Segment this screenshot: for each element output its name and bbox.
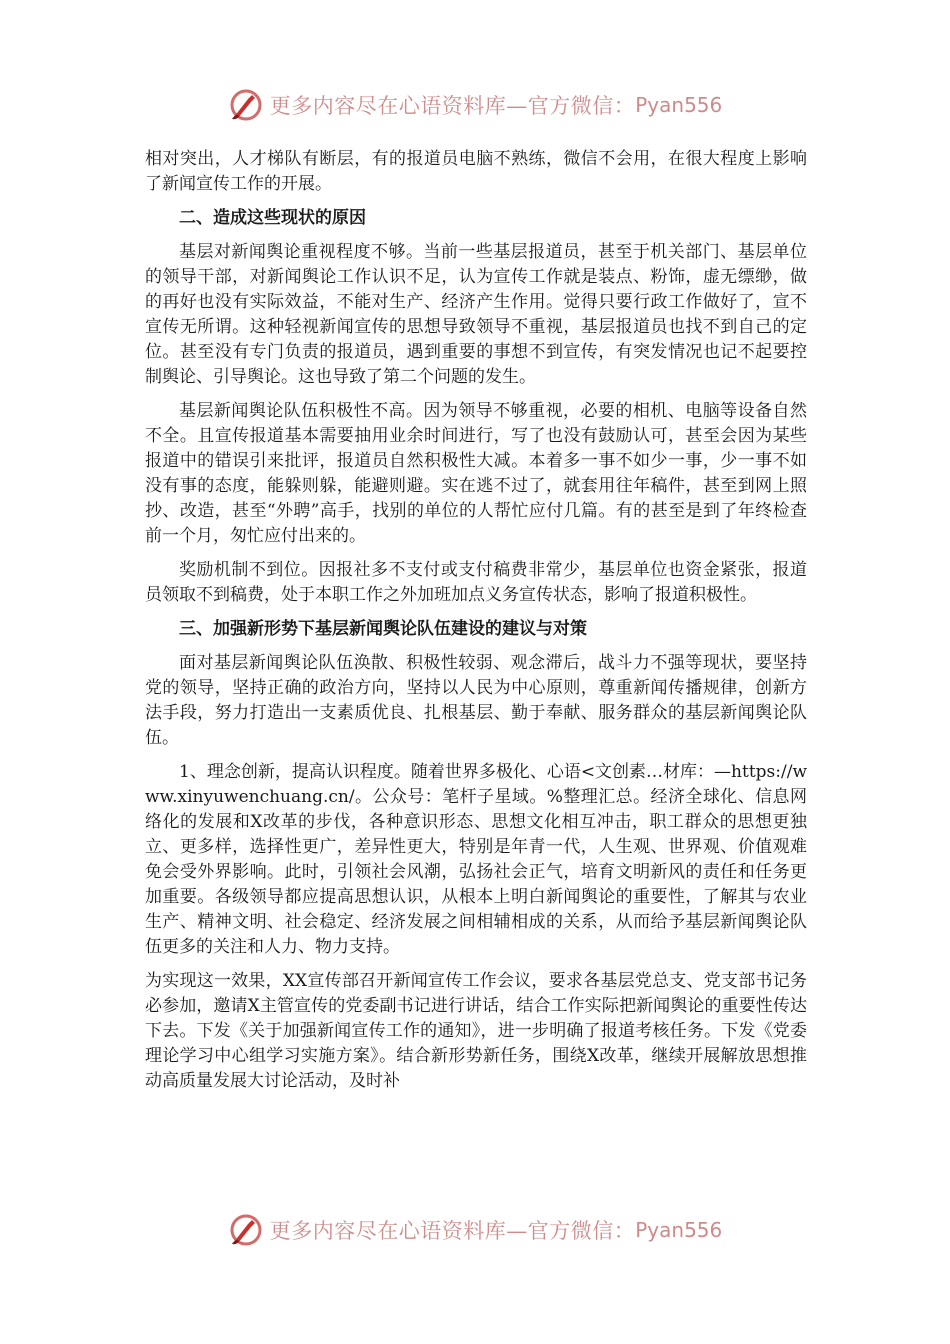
footer-wechat-id: Pyan556 xyxy=(635,1218,723,1242)
document-body xyxy=(145,147,807,1094)
paragraph-4: 奖励机制不到位。因报社多不支付或支付稿费非常少，基层单位也资金紧张，报道员领取不到稿费，处于本职工作之外加班加点义务宣传状态，影响了报道积极性。 xyxy=(145,560,807,605)
brush-logo-icon xyxy=(228,1212,264,1248)
footer-banner-text: 更多内容尽在心语资料库—官方微信： xyxy=(269,1219,636,1243)
footer-banner xyxy=(0,1205,950,1255)
section-heading-3: 三、加强新形势下基层新闻舆论队伍建设的建议与对策 xyxy=(179,619,587,639)
paragraph-2: 基层对新闻舆论重视程度不够。当前一些基层报道员，甚至于机关部门、基层单位的领导干部，对新闻舆论工作认识不足，认为宣传工作就是装点、粉饰，虚无缥缈，做的再好也没有实际效益，不能对生产、经济产生作用。觉得只要行政工作做好了，宣不宣传无所谓。这种轻视新闻宣传的思想导致领导不重视，基层报道员也找不到自己的定位。甚至没有专门负责的报道员，遇到重要的事想不到宣传，有突发情况也记不起要控制舆论、引导舆论。这也导致了第二个问题的发生。 xyxy=(145,242,807,387)
paragraph-7: 为实现这一效果，XX宣传部召开新闻宣传工作会议，要求各基层党总支、党支部书记务必参加，邀请X主管宣传的党委副书记进行讲话，结合工作实际把新闻舆论的重要性传达下去。下发《关于加强新闻宣传工作的通知》，进一步明确了报道考核任务。下发《党委理论学习中心组学习实施方案》。结合新形势新任务，围绕X改革，继续开展解放思想推动高质量发展大讨论活动，及时补 xyxy=(145,971,807,1091)
brush-logo-icon xyxy=(228,87,264,123)
paragraph-6: 1、理念创新，提高认识程度。随着世界多极化、心语<文创素…材库：—https://www.xinyuwenchuang.cn/。公众号：笔杆子星域。%整理汇总。经济全球化、信息网络化的发展和X改革的步伐，各种意识形态、思想文化相互冲击，职工群众的思想更独立、更多样，选择性更广，差异性更大，特别是年青一代，人生观、世界观、价值观难免会受外界影响。此时，引领社会风潮，弘扬社会正气，培育文明新风的责任和任务更加重要。各级领导都应提高思想认识，从根本上明白新闻舆论的重要性，了解其与农业生产、精神文明、社会稳定、经济发展之间相辅相成的关系，从而给予基层新闻舆论队伍更多的关注和人力、物力支持。 xyxy=(145,762,808,957)
paragraph-5: 面对基层新闻舆论队伍涣散、积极性较弱、观念滞后，战斗力不强等现状，要坚持党的领导，坚持正确的政治方向，坚持以人民为中心原则，尊重新闻传播规律，创新方法手段，努力打造出一支素质优良、扎根基层、勤于奉献、服务群众的基层新闻舆论队伍。 xyxy=(145,653,807,748)
header-banner-text: 更多内容尽在心语资料库—官方微信： xyxy=(269,94,636,118)
header-banner xyxy=(0,80,950,130)
header-wechat-id: Pyan556 xyxy=(635,93,723,117)
section-heading-2: 二、造成这些现状的原因 xyxy=(179,208,366,228)
paragraph-1: 相对突出，人才梯队有断层，有的报道员电脑不熟练，微信不会用，在很大程度上影响了新闻宣传工作的开展。 xyxy=(145,149,807,194)
paragraph-3: 基层新闻舆论队伍积极性不高。因为领导不够重视，必要的相机、电脑等设备自然不全。且宣传报道基本需要抽用业余时间进行，写了也没有鼓励认可，甚至会因为某些报道中的错误引来批评，报道员自然积极性大减。本着多一事不如少一事，少一事不如没有事的态度，能躲则躲，能避则避。实在逃不过了，就套用往年稿件，甚至到网上照抄、改造，甚至“外聘”高手，找别的单位的人帮忙应付几篇。有的甚至是到了年终检查前一个月，匆忙应付出来的。 xyxy=(145,401,807,546)
